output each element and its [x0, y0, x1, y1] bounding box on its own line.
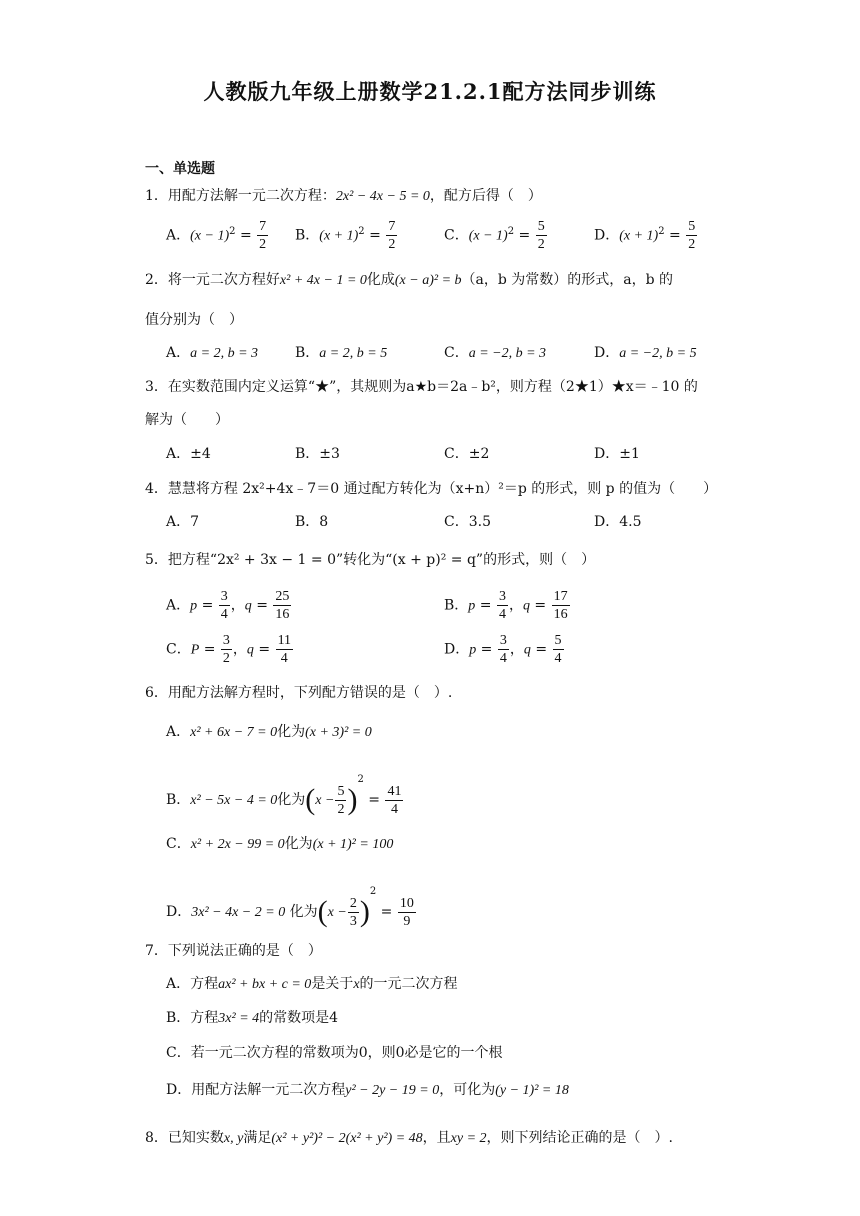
option-lhs: (x + 1) — [319, 228, 359, 244]
option-label: D． — [166, 904, 192, 920]
var: q — [246, 642, 254, 658]
option-label: D． — [594, 514, 620, 530]
q6-option-d[interactable]: D．3x² − 4x − 2 = 0 化为(x − $\frac{2}{3}$ )$^2$ = $\frac{10}{9}$ — [166, 886, 414, 929]
q4-option-b[interactable] — [295, 512, 328, 532]
q1-stem-end: ，配方后得（ ） — [429, 188, 542, 204]
option-text: 8 — [319, 514, 329, 530]
option-equation: x² − 5x − 4 = 0 — [190, 793, 278, 808]
q5-option-d[interactable]: D．p = $\frac{3}{4}$ ，q = $\frac{5}{4}$ — [444, 633, 562, 666]
option-equation: x² + 6x − 7 = 0 — [190, 725, 278, 740]
q2-target-form: (x − a)² = b — [394, 273, 462, 288]
q2-option-b[interactable] — [295, 343, 387, 364]
option-text: 是关于 — [311, 976, 354, 992]
q2-text-mid: 化成 — [366, 272, 395, 288]
option-label: B． — [166, 792, 191, 808]
option-text: 的一元二次方程 — [359, 976, 458, 992]
q8-text: ，且 — [422, 1130, 451, 1146]
option-label: A． — [166, 345, 191, 361]
option-mid: 化为 — [277, 724, 306, 740]
option-label: D． — [594, 227, 620, 244]
option-text: a = 2, b = 5 — [319, 346, 388, 361]
option-text: ±3 — [319, 446, 340, 462]
option-label: C． — [444, 514, 469, 530]
var: q — [244, 598, 252, 614]
fraction: $\frac{3}{4}$ — [498, 589, 506, 622]
q4-option-c[interactable] — [444, 512, 491, 532]
option-text: D．用配方法解一元二次方程 — [166, 1082, 346, 1098]
fraction: $\frac{3}{2}$ — [222, 633, 230, 666]
fraction: $\frac{25}{16}$ — [275, 589, 290, 622]
question-6-stem: 6．用配方法解方程时，下列配方错误的是（ ）. — [145, 685, 453, 701]
q1-option-a[interactable]: A．$(x - 1)^2$ = $\frac{7}{2}$ — [166, 219, 267, 252]
var: p — [190, 598, 198, 614]
q3-option-d[interactable] — [594, 444, 640, 464]
page-title: 人教版九年级上册数学21.2.1配方法同步训练 — [203, 79, 657, 104]
var: p — [469, 642, 477, 658]
section-heading: 一、单选题 — [145, 161, 215, 177]
q1-option-d[interactable]: D．$(x + 1)^2$ = $\frac{5}{2}$ — [594, 219, 696, 252]
option-text: 7 — [190, 514, 200, 530]
option-label: C． — [166, 641, 191, 658]
option-label: B． — [295, 514, 320, 530]
q1-stem-text: 1．用配方法解一元二次方程： — [145, 188, 336, 204]
q2-option-d[interactable] — [594, 343, 697, 364]
option-label: A． — [166, 514, 191, 530]
option-label: C． — [444, 227, 469, 244]
option-result: (x + 1)² = 100 — [312, 837, 394, 852]
option-label: D． — [444, 641, 470, 658]
fraction: $\frac{5}{4}$ — [554, 633, 562, 666]
q8-equation: (x² + y²)² − 2(x² + y²) = 48 — [271, 1131, 423, 1146]
fraction: $\frac{3}{4}$ — [499, 633, 507, 666]
option-equation: 3x² − 4x − 2 = 0 — [191, 905, 286, 920]
option-result: (x + 3)² = 0 — [305, 725, 372, 740]
fraction: $\frac{5}{2}$ — [688, 219, 696, 252]
q2-equation: x² + 4x − 1 = 0 — [279, 273, 367, 288]
option-text: a = 2, b = 3 — [190, 346, 259, 361]
question-1-stem — [145, 186, 542, 207]
question-8-stem — [145, 1128, 673, 1149]
fraction: $\frac{3}{4}$ — [220, 589, 228, 622]
option-lhs: (x + 1) — [619, 228, 659, 244]
var: q — [523, 642, 531, 658]
question-2-stem-line2: 值分别为（ ） — [145, 312, 243, 328]
option-text: 的常数项是4 — [259, 1010, 339, 1026]
option-equation: 3x² = 4 — [218, 1011, 260, 1026]
option-label: C． — [444, 345, 469, 361]
option-label: D． — [594, 446, 620, 462]
option-label: B． — [295, 446, 320, 462]
option-label: B． — [444, 597, 469, 614]
inner-expr: x − — [327, 905, 347, 920]
option-equation: x² + 2x − 99 = 0 — [190, 837, 285, 852]
option-text: ±1 — [619, 446, 640, 462]
var: x — [353, 977, 360, 992]
q5-option-c[interactable]: C．P = $\frac{3}{2}$ ，q = $\frac{11}{4}$ — [166, 633, 292, 666]
option-text: a = −2, b = 5 — [619, 346, 697, 361]
q4-option-a[interactable] — [166, 512, 199, 532]
q6-option-a[interactable] — [166, 722, 372, 743]
option-label: B． — [295, 227, 320, 244]
option-label: B． — [295, 345, 320, 361]
option-label: D． — [594, 345, 620, 361]
fraction: $\frac{41}{4}$ — [387, 783, 402, 817]
question-5-stem: 5．把方程“2x² + 3x − 1 = 0”转化为“(x + p)² = q”的形式，则（ ） — [145, 552, 596, 568]
fraction: $\frac{5}{2}$ — [537, 219, 545, 252]
q8-text-end: ，则下列结论正确的是（ ）. — [486, 1130, 673, 1146]
fraction: $\frac{17}{16}$ — [553, 589, 568, 622]
q3-option-b[interactable] — [295, 444, 340, 464]
fraction: $\frac{7}{2}$ — [388, 219, 396, 252]
option-label: A． — [166, 724, 191, 740]
q1-equation: 2x² − 4x − 5 = 0 — [335, 189, 430, 204]
q2-option-a[interactable] — [166, 343, 258, 364]
inner-expr: x − — [315, 793, 335, 808]
q7-option-c[interactable]: C．若一元二次方程的常数项为0，则0必是它的一个根 — [166, 1045, 503, 1061]
option-label: A． — [166, 597, 191, 614]
option-text: 3.5 — [468, 514, 491, 530]
option-result: (y − 1)² = 18 — [495, 1083, 569, 1098]
option-lhs: (x − 1) — [468, 228, 508, 244]
option-text: A．方程 — [166, 976, 219, 992]
question-3-stem: 3．在实数范围内定义运算“★”，其规则为a★b＝2a﹣b²，则方程（2★1）★x＝﹣10 的 — [145, 379, 698, 395]
q6-option-c[interactable] — [166, 834, 393, 855]
fraction: $\frac{10}{9}$ — [399, 895, 414, 929]
option-mid: 化为 — [289, 904, 318, 920]
q8-equation-2: xy = 2 — [450, 1131, 487, 1146]
q8-text: 8．已知实数 — [145, 1130, 224, 1146]
question-2-stem — [145, 270, 673, 291]
question-4-stem: 4．慧慧将方程 2x²+4x﹣7＝0 通过配方转化为（x+n）²＝p 的形式，则 p 的值为（ ） — [145, 481, 718, 497]
question-3-stem-line2: 解为（ ） — [145, 412, 229, 428]
q1-option-c[interactable]: C．$(x - 1)^2$ = $\frac{5}{2}$ — [444, 219, 545, 252]
q4-option-d[interactable] — [594, 512, 642, 532]
option-text: ，可化为 — [439, 1082, 496, 1098]
fraction: $\frac{2}{3}$ — [349, 895, 357, 929]
q8-vars: x, y — [223, 1131, 244, 1146]
q2-text: 2．将一元二次方程好 — [145, 272, 280, 288]
option-text: a = −2, b = 3 — [468, 346, 547, 361]
question-7-stem: 7．下列说法正确的是（ ） — [145, 943, 322, 959]
option-lhs: (x − 1) — [190, 228, 230, 244]
option-text: ±4 — [190, 446, 211, 462]
q3-option-c[interactable] — [444, 444, 489, 464]
fraction: $\frac{7}{2}$ — [259, 219, 267, 252]
option-label: A． — [166, 446, 191, 462]
fraction: $\frac{11}{4}$ — [277, 633, 292, 666]
q2-option-c[interactable] — [444, 343, 546, 364]
option-mid: 化为 — [284, 836, 313, 852]
q5-option-a[interactable]: A．p = $\frac{3}{4}$ ，q = $\frac{25}{16}$ — [166, 589, 290, 622]
q8-text: 满足 — [243, 1130, 272, 1146]
var: P — [190, 642, 200, 658]
q1-option-b[interactable]: B．$(x + 1)^2$ = $\frac{7}{2}$ — [295, 219, 396, 252]
var: p — [468, 598, 476, 614]
var: q — [522, 598, 530, 614]
q7-option-b[interactable] — [166, 1008, 338, 1029]
option-text: ±2 — [468, 446, 490, 462]
option-label: A． — [166, 227, 191, 244]
option-mid: 化为 — [277, 792, 306, 808]
q7-option-a[interactable] — [166, 974, 458, 995]
option-equation: ax² + bx + c = 0 — [218, 977, 312, 992]
q6-option-b[interactable]: B．x² − 5x − 4 = 0化为(x − $\frac{5}{2}$ )$^2$ = $\frac{41}{4}$ — [166, 774, 402, 817]
q3-option-a[interactable] — [166, 444, 211, 464]
option-label: C． — [166, 836, 191, 852]
option-text: 4.5 — [619, 514, 642, 530]
option-equation: y² − 2y − 19 = 0 — [345, 1083, 440, 1098]
q7-option-d[interactable] — [166, 1080, 569, 1101]
q5-option-b[interactable]: B．p = $\frac{3}{4}$ ，q = $\frac{17}{16}$ — [444, 589, 568, 622]
option-text: B．方程 — [166, 1010, 219, 1026]
option-label: C． — [444, 446, 469, 462]
q2-text-end: （a，b 为常数）的形式，a，b 的 — [461, 272, 674, 288]
fraction: $\frac{5}{2}$ — [337, 783, 345, 817]
